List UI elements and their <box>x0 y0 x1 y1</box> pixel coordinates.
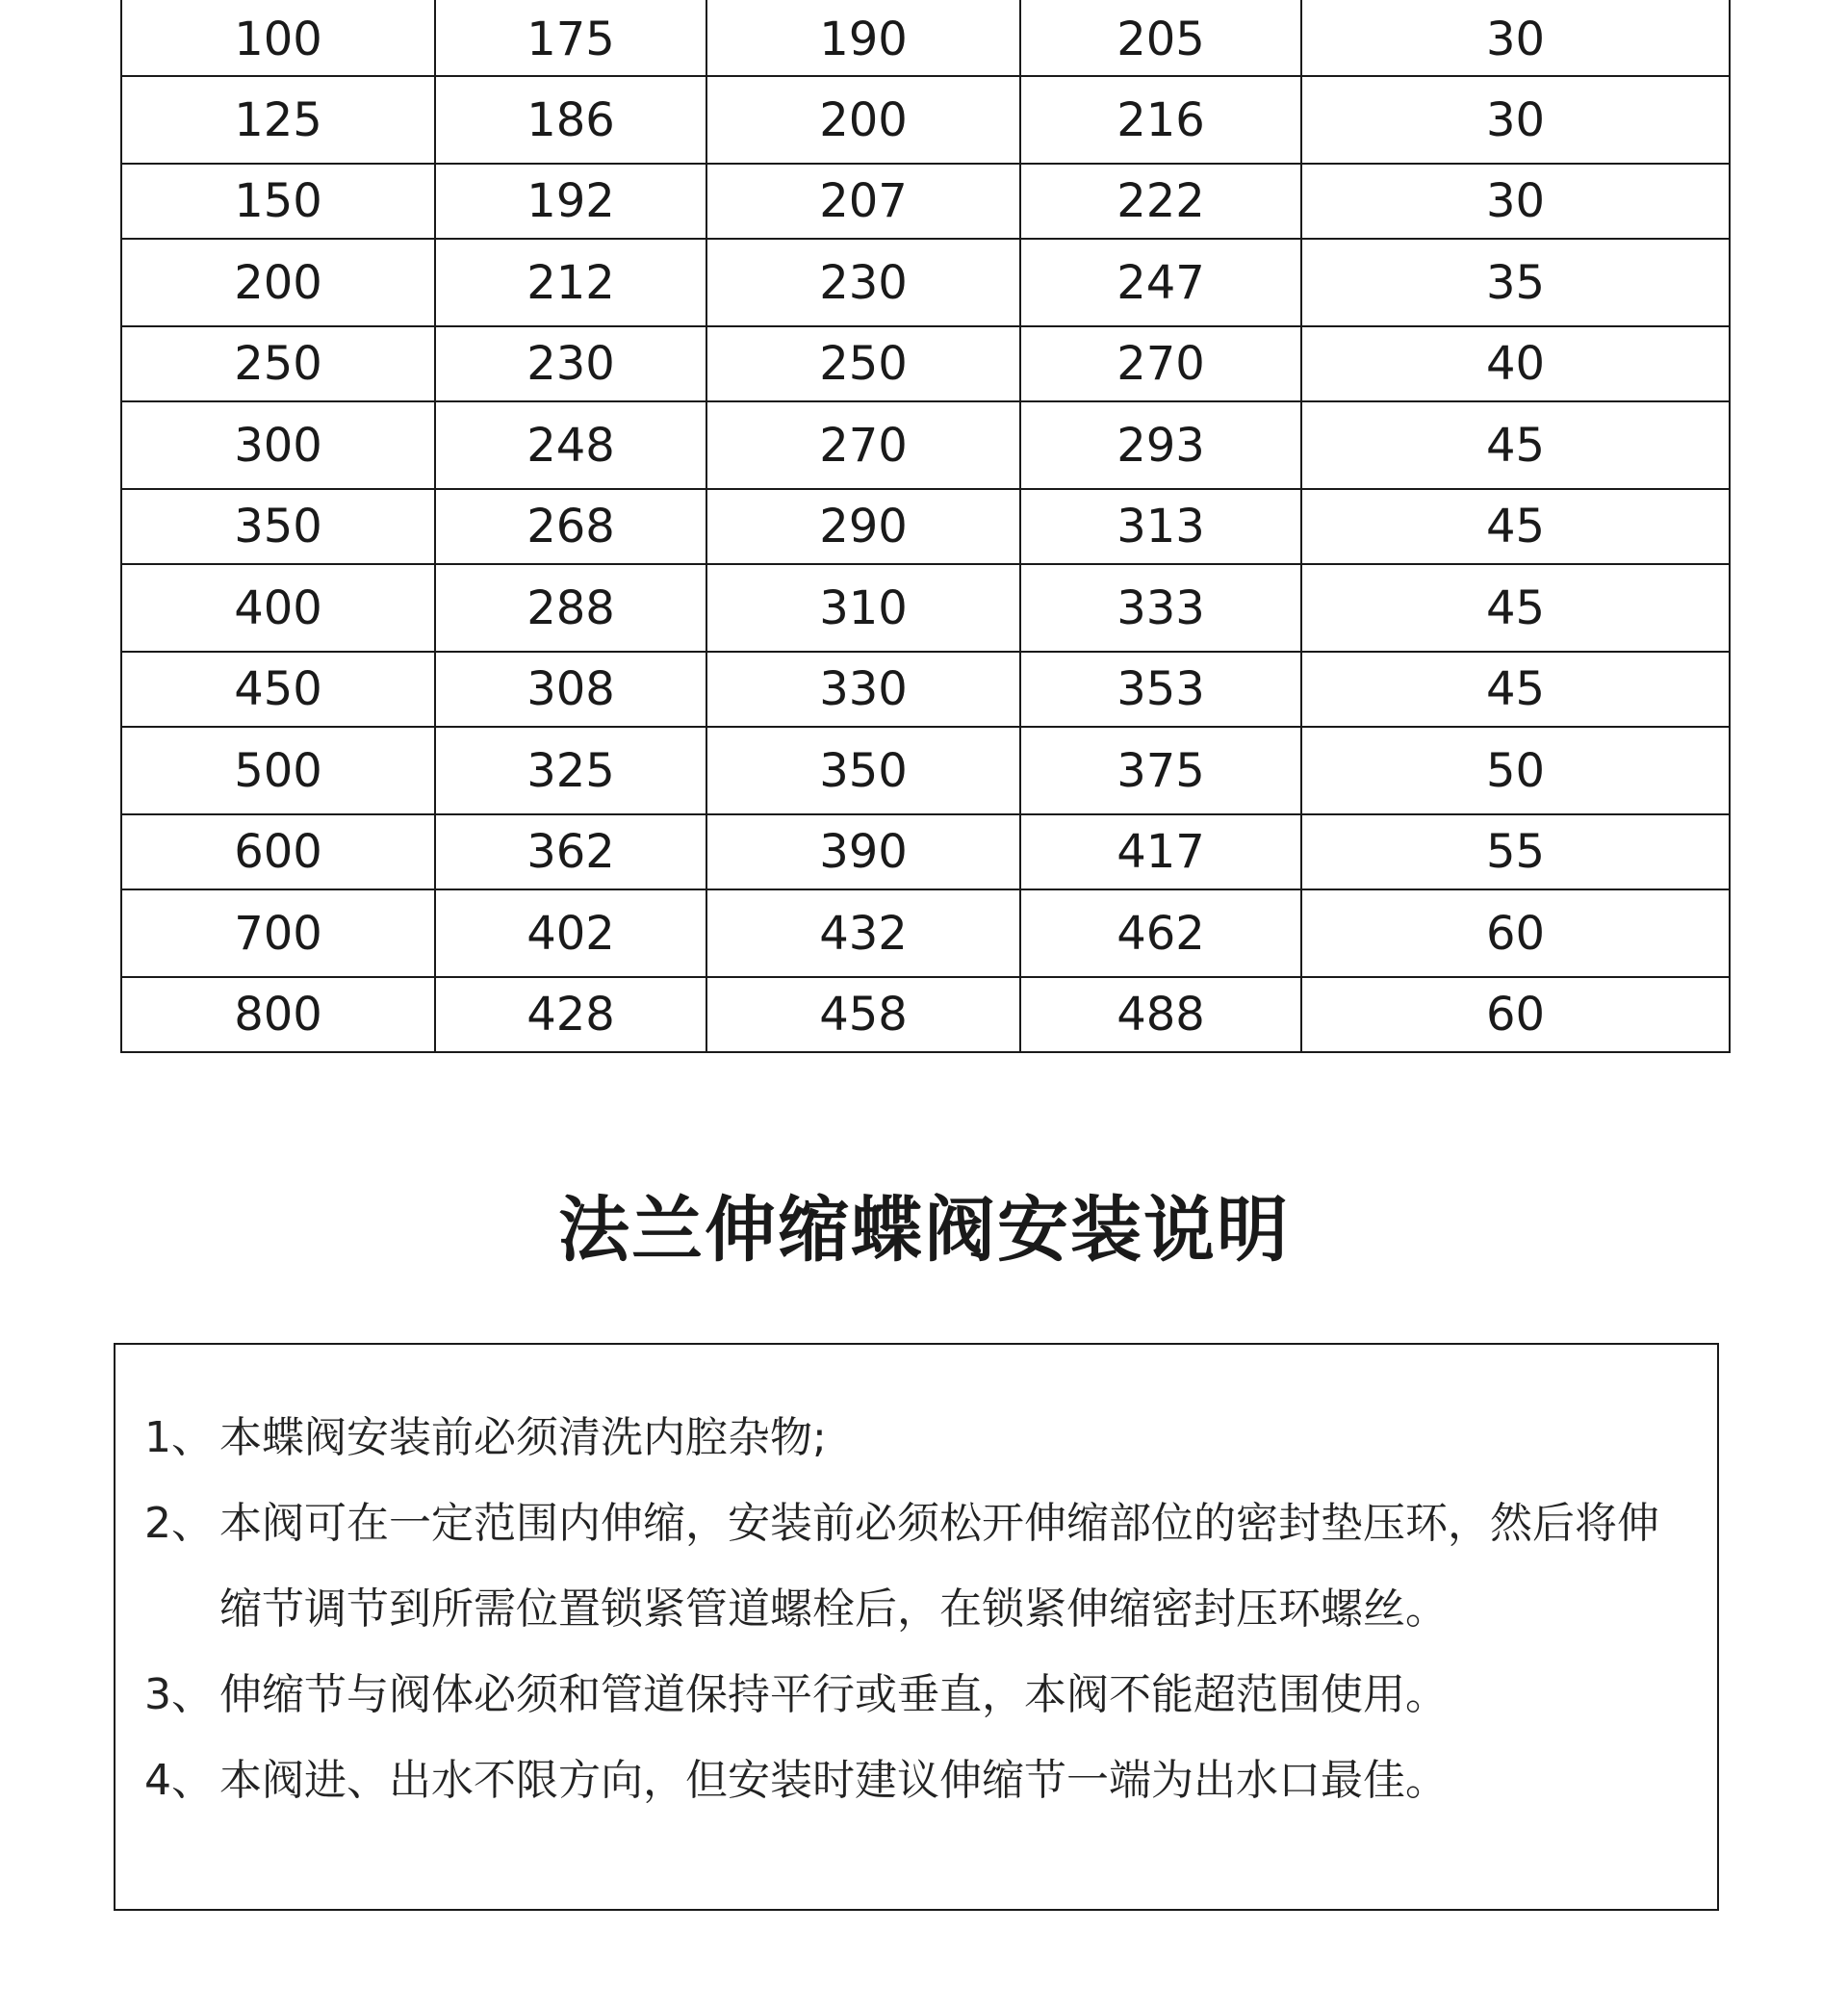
table-cell: 290 <box>706 489 1020 564</box>
table-cell: 488 <box>1020 977 1301 1052</box>
table-cell: 45 <box>1301 401 1730 489</box>
table-cell: 375 <box>1020 727 1301 814</box>
table-cell: 417 <box>1020 814 1301 889</box>
table-cell: 205 <box>1020 0 1301 76</box>
table-cell: 458 <box>706 977 1020 1052</box>
table-row <box>121 401 1730 489</box>
table-cell: 125 <box>121 76 435 164</box>
list-item <box>144 1652 1688 1738</box>
table-cell: 35 <box>1301 239 1730 326</box>
table-row <box>121 0 1730 76</box>
table-cell: 428 <box>435 977 706 1052</box>
table-cell: 450 <box>121 652 435 727</box>
table-row <box>121 652 1730 727</box>
section-title: 法兰伸缩蝶阀安装说明 <box>558 1189 1290 1272</box>
table-cell: 462 <box>1020 889 1301 977</box>
table-cell: 186 <box>435 76 706 164</box>
table-row <box>121 727 1730 814</box>
table-cell: 402 <box>435 889 706 977</box>
spec-table <box>120 0 1731 1053</box>
table-cell: 800 <box>121 977 435 1052</box>
table-cell: 192 <box>435 164 706 239</box>
table-cell: 308 <box>435 652 706 727</box>
table-cell: 247 <box>1020 239 1301 326</box>
table-cell: 45 <box>1301 652 1730 727</box>
table-cell: 432 <box>706 889 1020 977</box>
table-cell: 270 <box>706 401 1020 489</box>
table-cell: 200 <box>121 239 435 326</box>
table-row <box>121 164 1730 239</box>
table-cell: 40 <box>1301 326 1730 401</box>
table-row <box>121 814 1730 889</box>
table-cell: 190 <box>706 0 1020 76</box>
table-cell: 150 <box>121 164 435 239</box>
table-cell: 175 <box>435 0 706 76</box>
table-cell: 313 <box>1020 489 1301 564</box>
table-cell: 293 <box>1020 401 1301 489</box>
table-cell: 230 <box>435 326 706 401</box>
table-cell: 270 <box>1020 326 1301 401</box>
table-cell: 250 <box>121 326 435 401</box>
item-number: 3、 <box>144 1670 214 1719</box>
table-cell: 30 <box>1301 164 1730 239</box>
table-cell: 30 <box>1301 76 1730 164</box>
table-cell: 350 <box>706 727 1020 814</box>
table-cell: 50 <box>1301 727 1730 814</box>
table-cell: 288 <box>435 564 706 652</box>
table-cell: 30 <box>1301 0 1730 76</box>
table-cell: 268 <box>435 489 706 564</box>
table-cell: 60 <box>1301 977 1730 1052</box>
table-cell: 55 <box>1301 814 1730 889</box>
item-text: 本蝶阀安装前必须清洗内腔杂物; <box>219 1413 827 1462</box>
table-cell: 310 <box>706 564 1020 652</box>
table-cell: 700 <box>121 889 435 977</box>
item-text: 伸缩节与阀体必须和管道保持平行或垂直，本阀不能超范围使用。 <box>219 1670 1448 1719</box>
table-cell: 230 <box>706 239 1020 326</box>
instructions-box <box>114 1343 1719 1911</box>
table-cell: 333 <box>1020 564 1301 652</box>
item-number: 2、 <box>144 1499 214 1548</box>
table-cell: 400 <box>121 564 435 652</box>
item-number: 1、 <box>144 1413 214 1462</box>
table-row <box>121 977 1730 1052</box>
item-text: 本阀可在一定范围内伸缩，安装前必须松开伸缩部位的密封垫压环，然后将伸缩节调节到所需位置锁紧管道螺栓后，在锁紧伸缩密封压环螺丝。 <box>219 1499 1659 1634</box>
table-cell: 390 <box>706 814 1020 889</box>
table-row <box>121 239 1730 326</box>
table-cell: 353 <box>1020 652 1301 727</box>
table-row <box>121 489 1730 564</box>
table-cell: 600 <box>121 814 435 889</box>
table-cell: 500 <box>121 727 435 814</box>
table-row <box>121 76 1730 164</box>
table-cell: 250 <box>706 326 1020 401</box>
table-cell: 362 <box>435 814 706 889</box>
table-cell: 325 <box>435 727 706 814</box>
table-cell: 350 <box>121 489 435 564</box>
table-cell: 207 <box>706 164 1020 239</box>
table-row <box>121 326 1730 401</box>
table-cell: 330 <box>706 652 1020 727</box>
table-cell: 100 <box>121 0 435 76</box>
list-item <box>144 1738 1688 1823</box>
table-cell: 248 <box>435 401 706 489</box>
table-row <box>121 564 1730 652</box>
table-cell: 45 <box>1301 489 1730 564</box>
table-row <box>121 889 1730 977</box>
table-cell: 60 <box>1301 889 1730 977</box>
item-text: 本阀进、出水不限方向，但安装时建议伸缩节一端为出水口最佳。 <box>219 1756 1448 1805</box>
table-cell: 212 <box>435 239 706 326</box>
list-item <box>144 1481 1688 1652</box>
table-cell: 300 <box>121 401 435 489</box>
table-cell: 200 <box>706 76 1020 164</box>
table-cell: 45 <box>1301 564 1730 652</box>
item-number: 4、 <box>144 1756 214 1805</box>
table-cell: 216 <box>1020 76 1301 164</box>
list-item <box>144 1395 1688 1481</box>
table-cell: 222 <box>1020 164 1301 239</box>
